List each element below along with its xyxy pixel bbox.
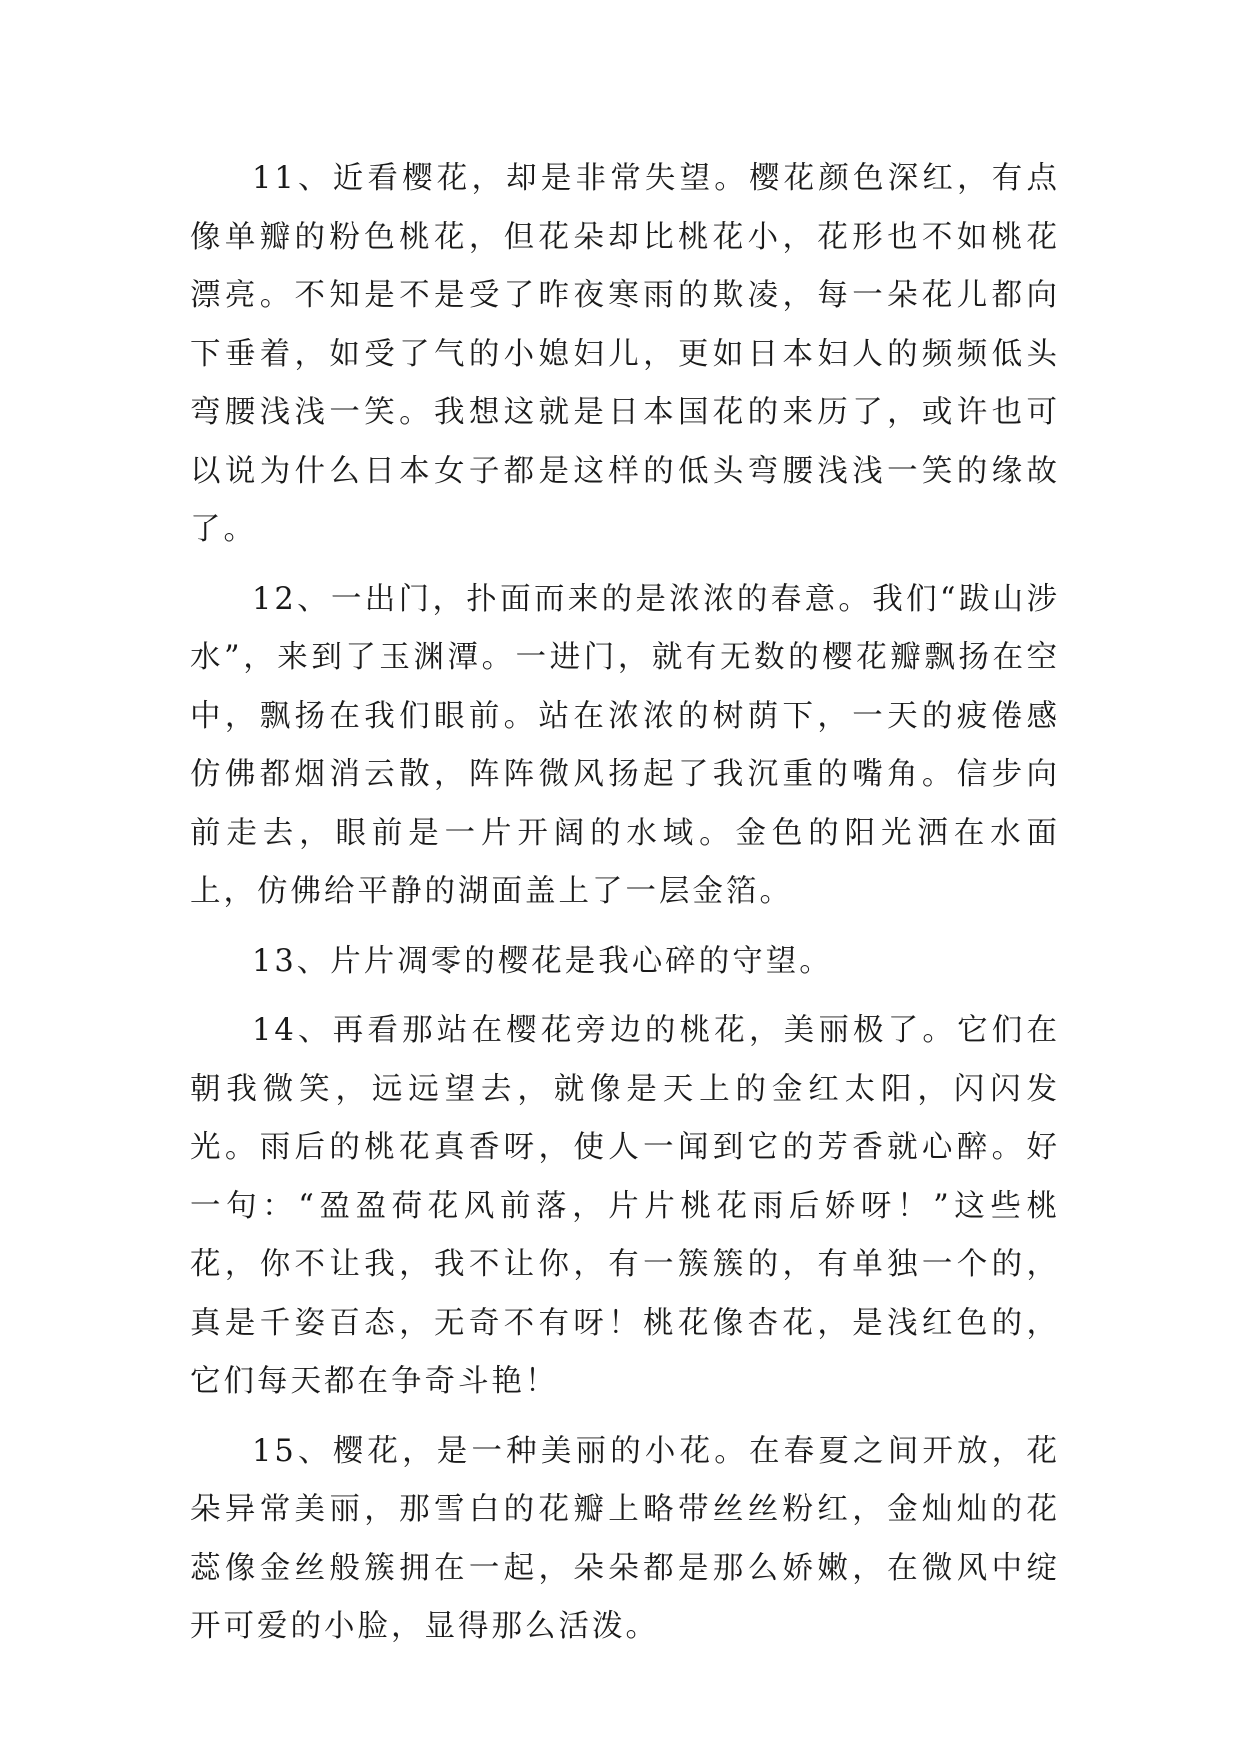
paragraph-15: 15、樱花，是一种美丽的小花。在春夏之间开放，花朵异常美丽，那雪白的花瓣上略带丝丝粉红，金灿灿的花蕊像金丝般簇拥在一起，朵朵都是那么娇嫩，在微风中绽开可爱的小脸，显得那么活泼。 (190, 1433, 1060, 1644)
document-body (190, 150, 1060, 1668)
paragraph-14: 14、再看那站在樱花旁边的桃花，美丽极了。它们在朝我微笑，远远望去，就像是天上的金红太阳，闪闪发光。雨后的桃花真香呀，使人一闻到它的芳香就心醉。好一句：“盈盈荷花风前落，片片桃花雨后娇呀！”这些桃花，你不让我，我不让你，有一簇簇的，有单独一个的，真是千姿百态，无奇不有呀！桃花像杏花，是浅红色的，它们每天都在争奇斗艳！ (190, 1013, 1060, 1399)
paragraph-13: 13、片片凋零的樱花是我心碎的守望。 (252, 943, 833, 979)
paragraph-11: 11、近看樱花，却是非常失望。樱花颜色深红，有点像单瓣的粉色桃花，但花朵却比桃花小，花形也不如桃花漂亮。不知是不是受了昨夜寒雨的欺凌，每一朵花儿都向下垂着，如受了气的小媳妇儿，更如日本妇人的频频低头弯腰浅浅一笑。我想这就是日本国花的来历了，或许也可以说为什么日本女子都是这样的低头弯腰浅浅一笑的缘故了。 (190, 161, 1060, 547)
paragraph-12: 12、一出门，扑面而来的是浓浓的春意。我们“跋山涉水”，来到了玉渊潭。一进门，就有无数的樱花瓣飘扬在空中，飘扬在我们眼前。站在浓浓的树荫下，一天的疲倦感仿佛都烟消云散，阵阵微风扬起了我沉重的嘴角。信步向前走去，眼前是一片开阔的水域。金色的阳光洒在水面上，仿佛给平静的湖面盖上了一层金箔。 (190, 581, 1060, 909)
